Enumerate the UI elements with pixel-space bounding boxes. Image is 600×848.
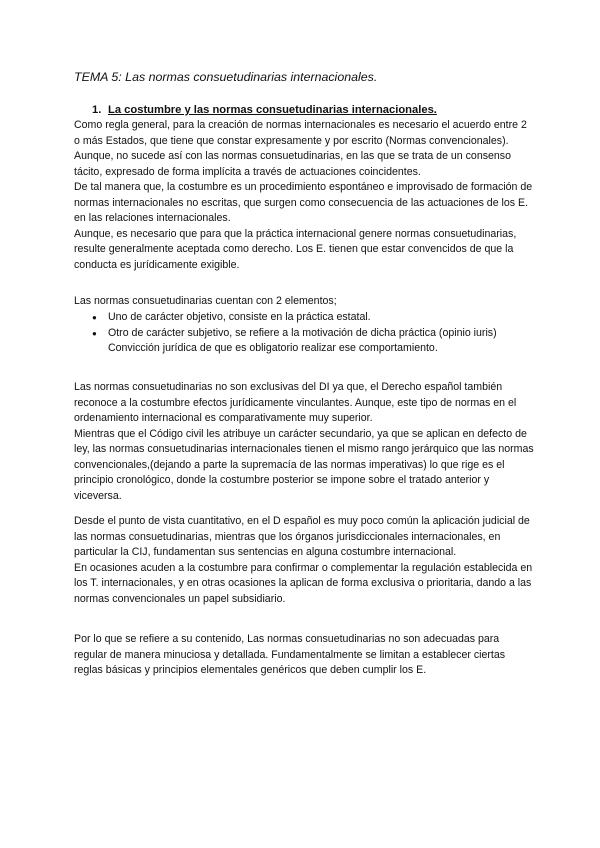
section-heading-text: La costumbre y las normas consuetudinarias internacionales.: [108, 104, 437, 116]
paragraph: Por lo que se refiere a su contenido, Las normas consuetudinarias no son adecuadas para regular de manera minuciosa y detallada. Fundamentalmente se limitan a establecer ciertas reglas básicas y principios elementales genéricos que deben cumplir los E.: [74, 633, 506, 676]
paragraph: En ocasiones acuden a la costumbre para confirmar o complementar la regulación establecida en los T. internacionales, y en otras ocasiones la aplican de forma exclusiva o prioritaria, dando a las normas convencionales un papel subsidiario.: [74, 561, 533, 605]
section-number: 1.: [92, 104, 102, 116]
intro-block: [74, 118, 534, 273]
paragraph: Desde el punto de vista cuantitativo, en el D español es muy poco común la aplicación judicial de las normas consuetudinarias, mientras que los órganos jurisdiccionales internacionales, en particular la CIJ, fundamentan sus sentencias en alguna costumbre internacional.: [74, 515, 530, 558]
paragraph: De tal manera que, la costumbre es un procedimiento espontáneo e improvisado de formación de normas internacionales no escritas, que surgen como consecuencia de las actuaciones de los E. en las relaciones internacionales.: [74, 181, 533, 224]
elements-intro: [74, 294, 534, 310]
paragraph: Aunque, es necesario que para que la práctica internacional genere normas consuetudinarias, resulte generalmente aceptada como derecho. Los E. tienen que estar convencidos de que la conducta es jurídicamente exigible.: [74, 227, 517, 271]
paragraph: Como regla general, para la creación de normas internacionales es necesario el acuerdo entre 2 o más Estados, que tiene que constar expresamente y por escrito (Normas convencionales). Aunque, no sucede así con las normas consuetudinarias, en las que se trata de un consenso tácito, expresado de forma implícita a través de actuaciones coincidentes.: [74, 119, 527, 178]
list-item: ● Otro de carácter subjetivo, se refiere a la motivación de dicha práctica (opinio iuris) Convicción jurídica de que es obligatorio realizar ese comportamiento.: [92, 326, 532, 357]
paragraph: Las normas consuetudinarias cuentan con 2 elementos;: [74, 295, 337, 307]
paragraph: Mientras que el Código civil les atribuye un carácter secundario, ya que se aplican en defecto de ley, las normas consuetudinarias internacionales tienen el mismo rango jerárquico que las normas convencionales,(dejando a parte la supremacía de las normas imperativas) lo que rige es el principio cronológico, donde la costumbre posterior se impone sobre el tratado anterior y viceversa.: [74, 427, 534, 502]
paragraph: Las normas consuetudinarias no son exclusivas del DI ya que, el Derecho español también reconoce a la costumbre efectos jurídicamente vinculantes. Aunque, este tipo de normas en el ordenamiento internacional es comparativamente muy superior.: [74, 381, 517, 424]
section-heading: [92, 104, 437, 116]
quantitative-block: [74, 514, 534, 607]
elements-list: [92, 310, 532, 357]
list-item: ● Uno de carácter objetivo, consiste en la práctica estatal.: [92, 310, 532, 326]
comparison-block: [74, 380, 534, 504]
content-block: [74, 632, 534, 679]
document-title: TEMA 5: Las normas consuetudinarias internacionales.: [74, 70, 378, 84]
